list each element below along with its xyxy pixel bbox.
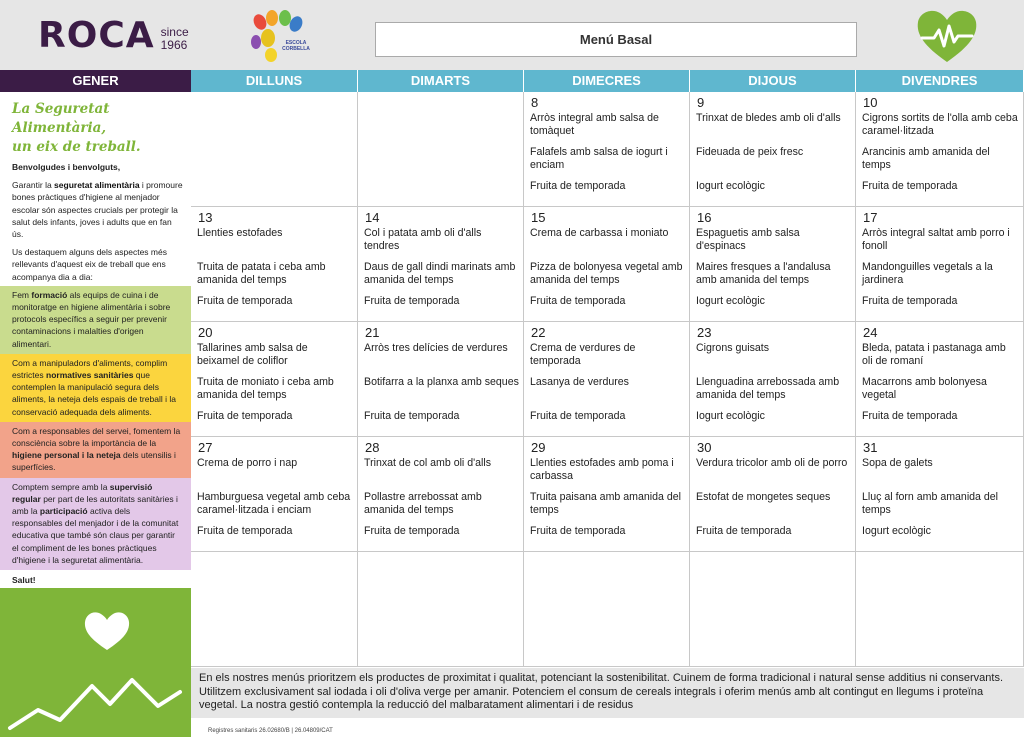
day-cell: [191, 437, 358, 552]
second-course: Lluç al forn amb amanida del temps: [862, 491, 999, 516]
dessert: Fruita de temporada: [530, 525, 626, 537]
first-course: Trinxat de bledes amb oli d'alls: [696, 112, 841, 124]
day-number: 9: [697, 95, 705, 110]
dessert: Iogurt ecològic: [696, 295, 765, 307]
day-number: 15: [531, 210, 546, 225]
first-course: Espaguetis amb salsa d'espinacs: [696, 227, 800, 252]
day-cell: [191, 322, 358, 437]
sidebar-intro: Garantir la seguretat alimentària i promoure bones pràctiques d'higiene al menjador escolar són aspectes crucials per protegir la salut dels infants, joves i adults que en fan ús.: [12, 180, 183, 240]
day-cell: [358, 92, 524, 207]
day-number: 17: [863, 210, 878, 225]
second-course: Falafels amb salsa de iogurt i enciam: [530, 146, 668, 171]
supervision-block: Comptem sempre amb la supervisió regular per part de les autoritats sanitàries i amb la participació activa dels responsables del menjador i de la comunitat educativa que també són claus per garantir el compliment de les bones pràctiques d'higiene i la seguretat alimentària.: [0, 478, 191, 570]
month-label: GENER: [0, 70, 191, 92]
hygiene-block: Com a responsables del servei, fomentem la consciència sobre la importància de la higiene personal i la neteja dels utensilis i superfícies.: [0, 422, 191, 478]
footer-note: En els nostres menús prioritzem els productes de proximitat i qualitat, potenciant la sostenibilitat. Cuinem de forma tradicional i natural sense additius ni conservants. Utilitzem exclusivament sal iodada i oli d'oliva verge per amanir. Potenciem el consum de cereals integrals i oferim menús amb alt contingut en llegums i proteïna vegetal. La nostra gestió contempla la reducció del malbaratament alimentari i de residus: [191, 668, 1024, 718]
second-course: Pollastre arrebossat amb amanida del temps: [364, 491, 482, 516]
day-cell: [524, 92, 690, 207]
brand-name: ROCA: [38, 15, 155, 56]
sidebar: [0, 70, 191, 737]
day-cell: [856, 207, 1024, 322]
dessert: Fruita de temporada: [862, 180, 958, 192]
second-course: Botifarra a la planxa amb seques: [364, 376, 519, 388]
day-number: 28: [365, 440, 380, 455]
first-course: Arròs integral saltat amb porro i fonoll: [862, 227, 1010, 252]
menu-title: Menú Basal: [375, 22, 857, 57]
dessert: Fruita de temporada: [530, 295, 626, 307]
day-number: 8: [531, 95, 539, 110]
day-number: 22: [531, 325, 546, 340]
second-course: Truita de moniato i ceba amb amanida del temps: [197, 376, 334, 401]
second-course: Lasanya de verdures: [530, 376, 629, 388]
sidebar-health-panel: [0, 588, 191, 737]
training-block: Fem formació als equips de cuina i de monitoratge en higiene alimentària i sobre protocols específics a seguir per prevenir contaminacions i malalties d'origen alimentari.: [0, 286, 191, 354]
dessert: Iogurt ecològic: [696, 180, 765, 192]
first-course: Crema de carbassa i moniato: [530, 227, 669, 239]
day-cell: [690, 322, 856, 437]
day-number: 16: [697, 210, 712, 225]
day-cell: [690, 437, 856, 552]
day-number: 21: [365, 325, 380, 340]
page-header: [0, 0, 1024, 70]
day-cell: [690, 207, 856, 322]
day-number: 27: [198, 440, 213, 455]
second-course: Pizza de bolonyesa vegetal amb amanida del temps: [530, 261, 683, 286]
day-cell: [191, 552, 358, 667]
second-course: Estofat de mongetes seques: [696, 491, 831, 503]
day-header-dimecres: DIMECRES: [524, 70, 690, 92]
sidebar-title: La Seguretat Alimentària, un eix de treball.: [12, 101, 141, 155]
second-course: Maires fresques a l'andalusa amb amanida del temps: [696, 261, 831, 286]
first-course: Crema de porro i nap: [197, 457, 298, 469]
dessert: Fruita de temporada: [862, 295, 958, 307]
second-course: Llenguadina arrebossada amb amanida del temps: [696, 376, 840, 401]
day-cell: [856, 437, 1024, 552]
menu-calendar: [191, 70, 1024, 668]
day-header-dimarts: DIMARTS: [358, 70, 524, 92]
dessert: Iogurt ecològic: [696, 410, 765, 422]
day-number: 10: [863, 95, 878, 110]
first-course: Bleda, patata i pastanaga amb oli de romaní: [862, 342, 1006, 367]
brand-since: since 1966: [160, 25, 189, 52]
sidebar-highlight-intro: Us destaquem alguns dels aspectes més rellevants d'aquest eix de treball que ens acompanya dia a dia:: [12, 247, 167, 282]
day-header-dijous: DIJOUS: [690, 70, 856, 92]
first-course: Arròs tres delícies de verdures: [364, 342, 508, 354]
second-course: Hamburguesa vegetal amb ceba caramel·litzada i enciam: [197, 491, 351, 516]
day-header-divendres: DIVENDRES: [856, 70, 1024, 92]
day-number: 29: [531, 440, 546, 455]
first-course: Llenties estofades amb poma i carbassa: [530, 457, 674, 482]
dessert: Fruita de temporada: [696, 525, 792, 537]
day-cell: [358, 207, 524, 322]
school-hands-logo: [246, 8, 310, 66]
day-cell: [856, 552, 1024, 667]
day-cell: [856, 322, 1024, 437]
first-course: Cigrons sortits de l'olla amb ceba caramel·litzada: [862, 112, 1018, 137]
day-cell: [191, 92, 358, 207]
sidebar-greeting: Benvolgudes i benvolguts,: [12, 162, 121, 172]
first-course: Llenties estofades: [197, 227, 283, 239]
day-number: 20: [198, 325, 213, 340]
second-course: Daus de gall dindi marinats amb amanida del temps: [364, 261, 516, 286]
dessert: Fruita de temporada: [364, 295, 460, 307]
first-course: Sopa de galets: [862, 457, 933, 469]
day-number: 24: [863, 325, 878, 340]
regulations-block: Com a manipuladors d'aliments, complim estrictes normatives sanitàries que contemplen la manipulació segura dels aliments, la neteja dels espais de treball i la conservació adequada dels aliments.: [0, 354, 191, 422]
day-number: 13: [198, 210, 213, 225]
day-cell: [524, 207, 690, 322]
second-course: Fideuada de peix fresc: [696, 146, 804, 158]
sidebar-closing: Salut!: [12, 575, 36, 586]
dessert: Fruita de temporada: [530, 410, 626, 422]
first-course: Crema de verdures de temporada: [530, 342, 636, 367]
dessert: Fruita de temporada: [197, 410, 293, 422]
day-cell: [358, 437, 524, 552]
first-course: Cigrons guisats: [696, 342, 770, 354]
dessert: Fruita de temporada: [862, 410, 958, 422]
heart-pulse-icon: [0, 588, 191, 737]
first-course: Trinxat de col amb oli d'alls: [364, 457, 492, 469]
day-cell: [524, 437, 690, 552]
second-course: Macarrons amb bolonyesa vegetal: [862, 376, 987, 401]
day-number: 31: [863, 440, 878, 455]
school-logo-text: ESCOLA CORBELLA: [282, 40, 310, 52]
day-number: 30: [697, 440, 712, 455]
second-course: Arancinis amb amanida del temps: [862, 146, 990, 171]
second-course: Truita paisana amb amanida del temps: [530, 491, 681, 516]
day-cell: [358, 552, 524, 667]
day-cell: [690, 92, 856, 207]
day-cell: [524, 322, 690, 437]
dessert: Fruita de temporada: [364, 410, 460, 422]
second-course: Mandonguilles vegetals a la jardinera: [862, 261, 993, 286]
first-course: Arròs integral amb salsa de tomàquet: [530, 112, 659, 137]
day-cell: [524, 552, 690, 667]
dessert: Fruita de temporada: [197, 525, 293, 537]
dessert: Fruita de temporada: [364, 525, 460, 537]
day-number: 23: [697, 325, 712, 340]
dessert: Fruita de temporada: [530, 180, 626, 192]
day-cell: [358, 322, 524, 437]
first-course: Verdura tricolor amb oli de porro: [696, 457, 848, 469]
first-course: Col i patata amb oli d'alls tendres: [364, 227, 482, 252]
first-course: Tallarines amb salsa de beixamel de coliflor: [197, 342, 308, 367]
day-cell: [191, 207, 358, 322]
day-number: 14: [365, 210, 380, 225]
dessert: Iogurt ecològic: [862, 525, 931, 537]
sanitary-registry: Registres sanitaris 26.02680/B | 26.04809/CAT: [208, 728, 333, 734]
dessert: Fruita de temporada: [197, 295, 293, 307]
day-cell: [690, 552, 856, 667]
heart-pulse-logo: [916, 8, 978, 64]
roca-logo: [38, 15, 189, 56]
second-course: Truita de patata i ceba amb amanida del temps: [197, 261, 326, 286]
day-header-dilluns: DILLUNS: [191, 70, 358, 92]
day-cell: [856, 92, 1024, 207]
